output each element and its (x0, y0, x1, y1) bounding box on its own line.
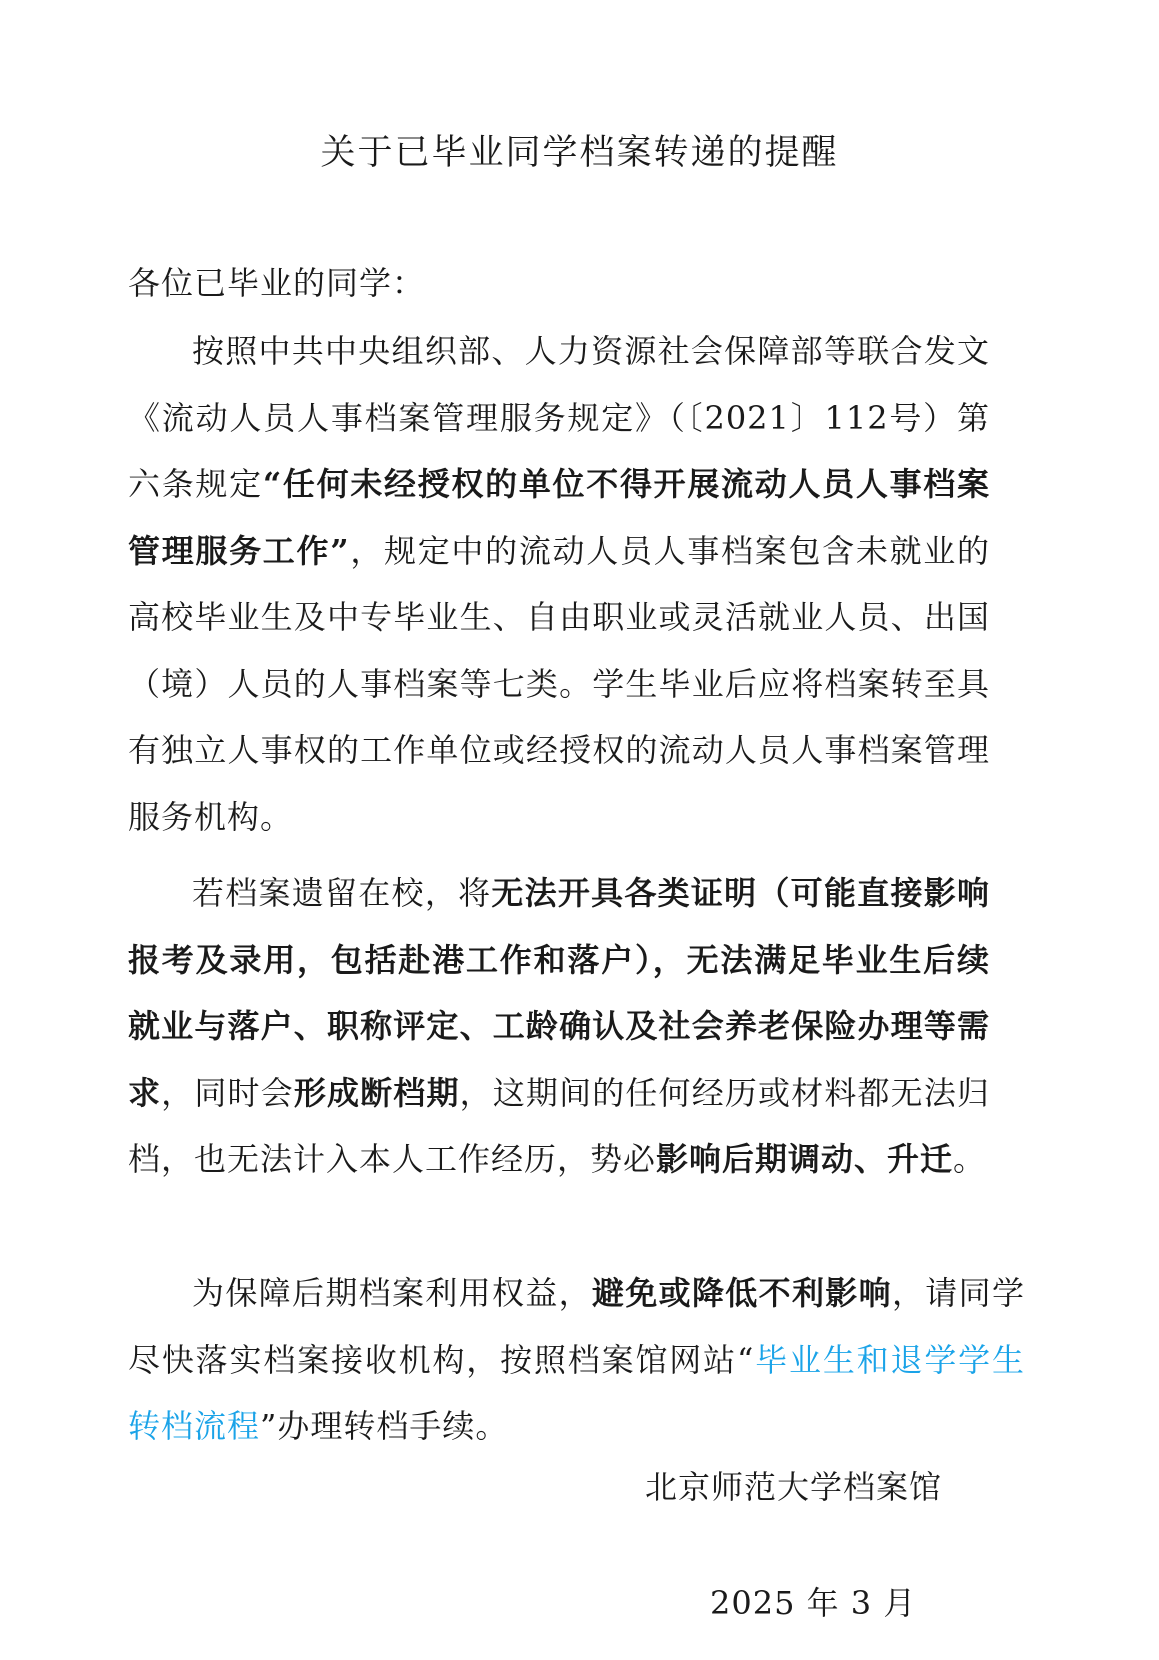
paragraph3-text-c: ”办理转档手续。 (260, 1407, 509, 1445)
paragraph3-text-b: ，请同学尽快落实档案接收机构，按照档案馆网站“ (128, 1274, 1025, 1379)
signature: 北京师范大学档案馆 (645, 1468, 943, 1506)
paragraph1-text-a: 按照中共中央组织部、人力资源社会保障部等联合发文《流动人员人事档案管理服务规定》（〔2021〕112号）第六条规定 (128, 332, 990, 503)
paragraph2-bold-a: 无法开具各类证明（可能直接影响报考及录用，包括赴港工作和落户），无法满足毕业生后续就业与落户、职称评定、工龄确认及社会养老保险办理等需求 (128, 874, 990, 1112)
paragraph2-text-a: 若档案遗留在校，将 (192, 874, 492, 912)
paragraph-action (128, 1260, 1025, 1460)
paragraph2-bold-b: 形成断档期 (293, 1073, 460, 1112)
paragraph-consequences (128, 860, 990, 1193)
document-title: 关于已毕业同学档案转递的提醒 (320, 133, 839, 173)
paragraph-regulation (128, 318, 990, 850)
paragraph1-text-b: ，规定中的流动人员人事档案包含未就业的高校毕业生及中专毕业生、自由职业或灵活就业人员、出国（境）人员的人事档案等七类。学生毕业后应将档案转至具有独立人事权的工作单位或经授权的流动人员人事档案管理服务机构。 (128, 531, 990, 836)
paragraph2-bold-c: 影响后期调动、升迁 (656, 1140, 954, 1178)
paragraph2-text-d: 。 (953, 1140, 987, 1178)
paragraph1-bold-quote: “任何未经授权的单位不得开展流动人员人事档案管理服务工作” (128, 465, 990, 570)
paragraph3-bold-a: 避免或降低不利影响 (591, 1274, 892, 1312)
transfer-process-link[interactable]: 毕业生和退学学生转档流程 (128, 1340, 1025, 1445)
date: 2025 年 3 月 (710, 1584, 917, 1622)
paragraph3-text-a: 为保障后期档案利用权益， (192, 1274, 592, 1312)
paragraph2-text-c: ，这期间的任何经历或材料都无法归档，也无法计入本人工作经历，势必 (128, 1073, 990, 1178)
paragraph2-text-b: ，同时会 (161, 1073, 294, 1112)
salutation: 各位已毕业的同学： (128, 264, 426, 302)
